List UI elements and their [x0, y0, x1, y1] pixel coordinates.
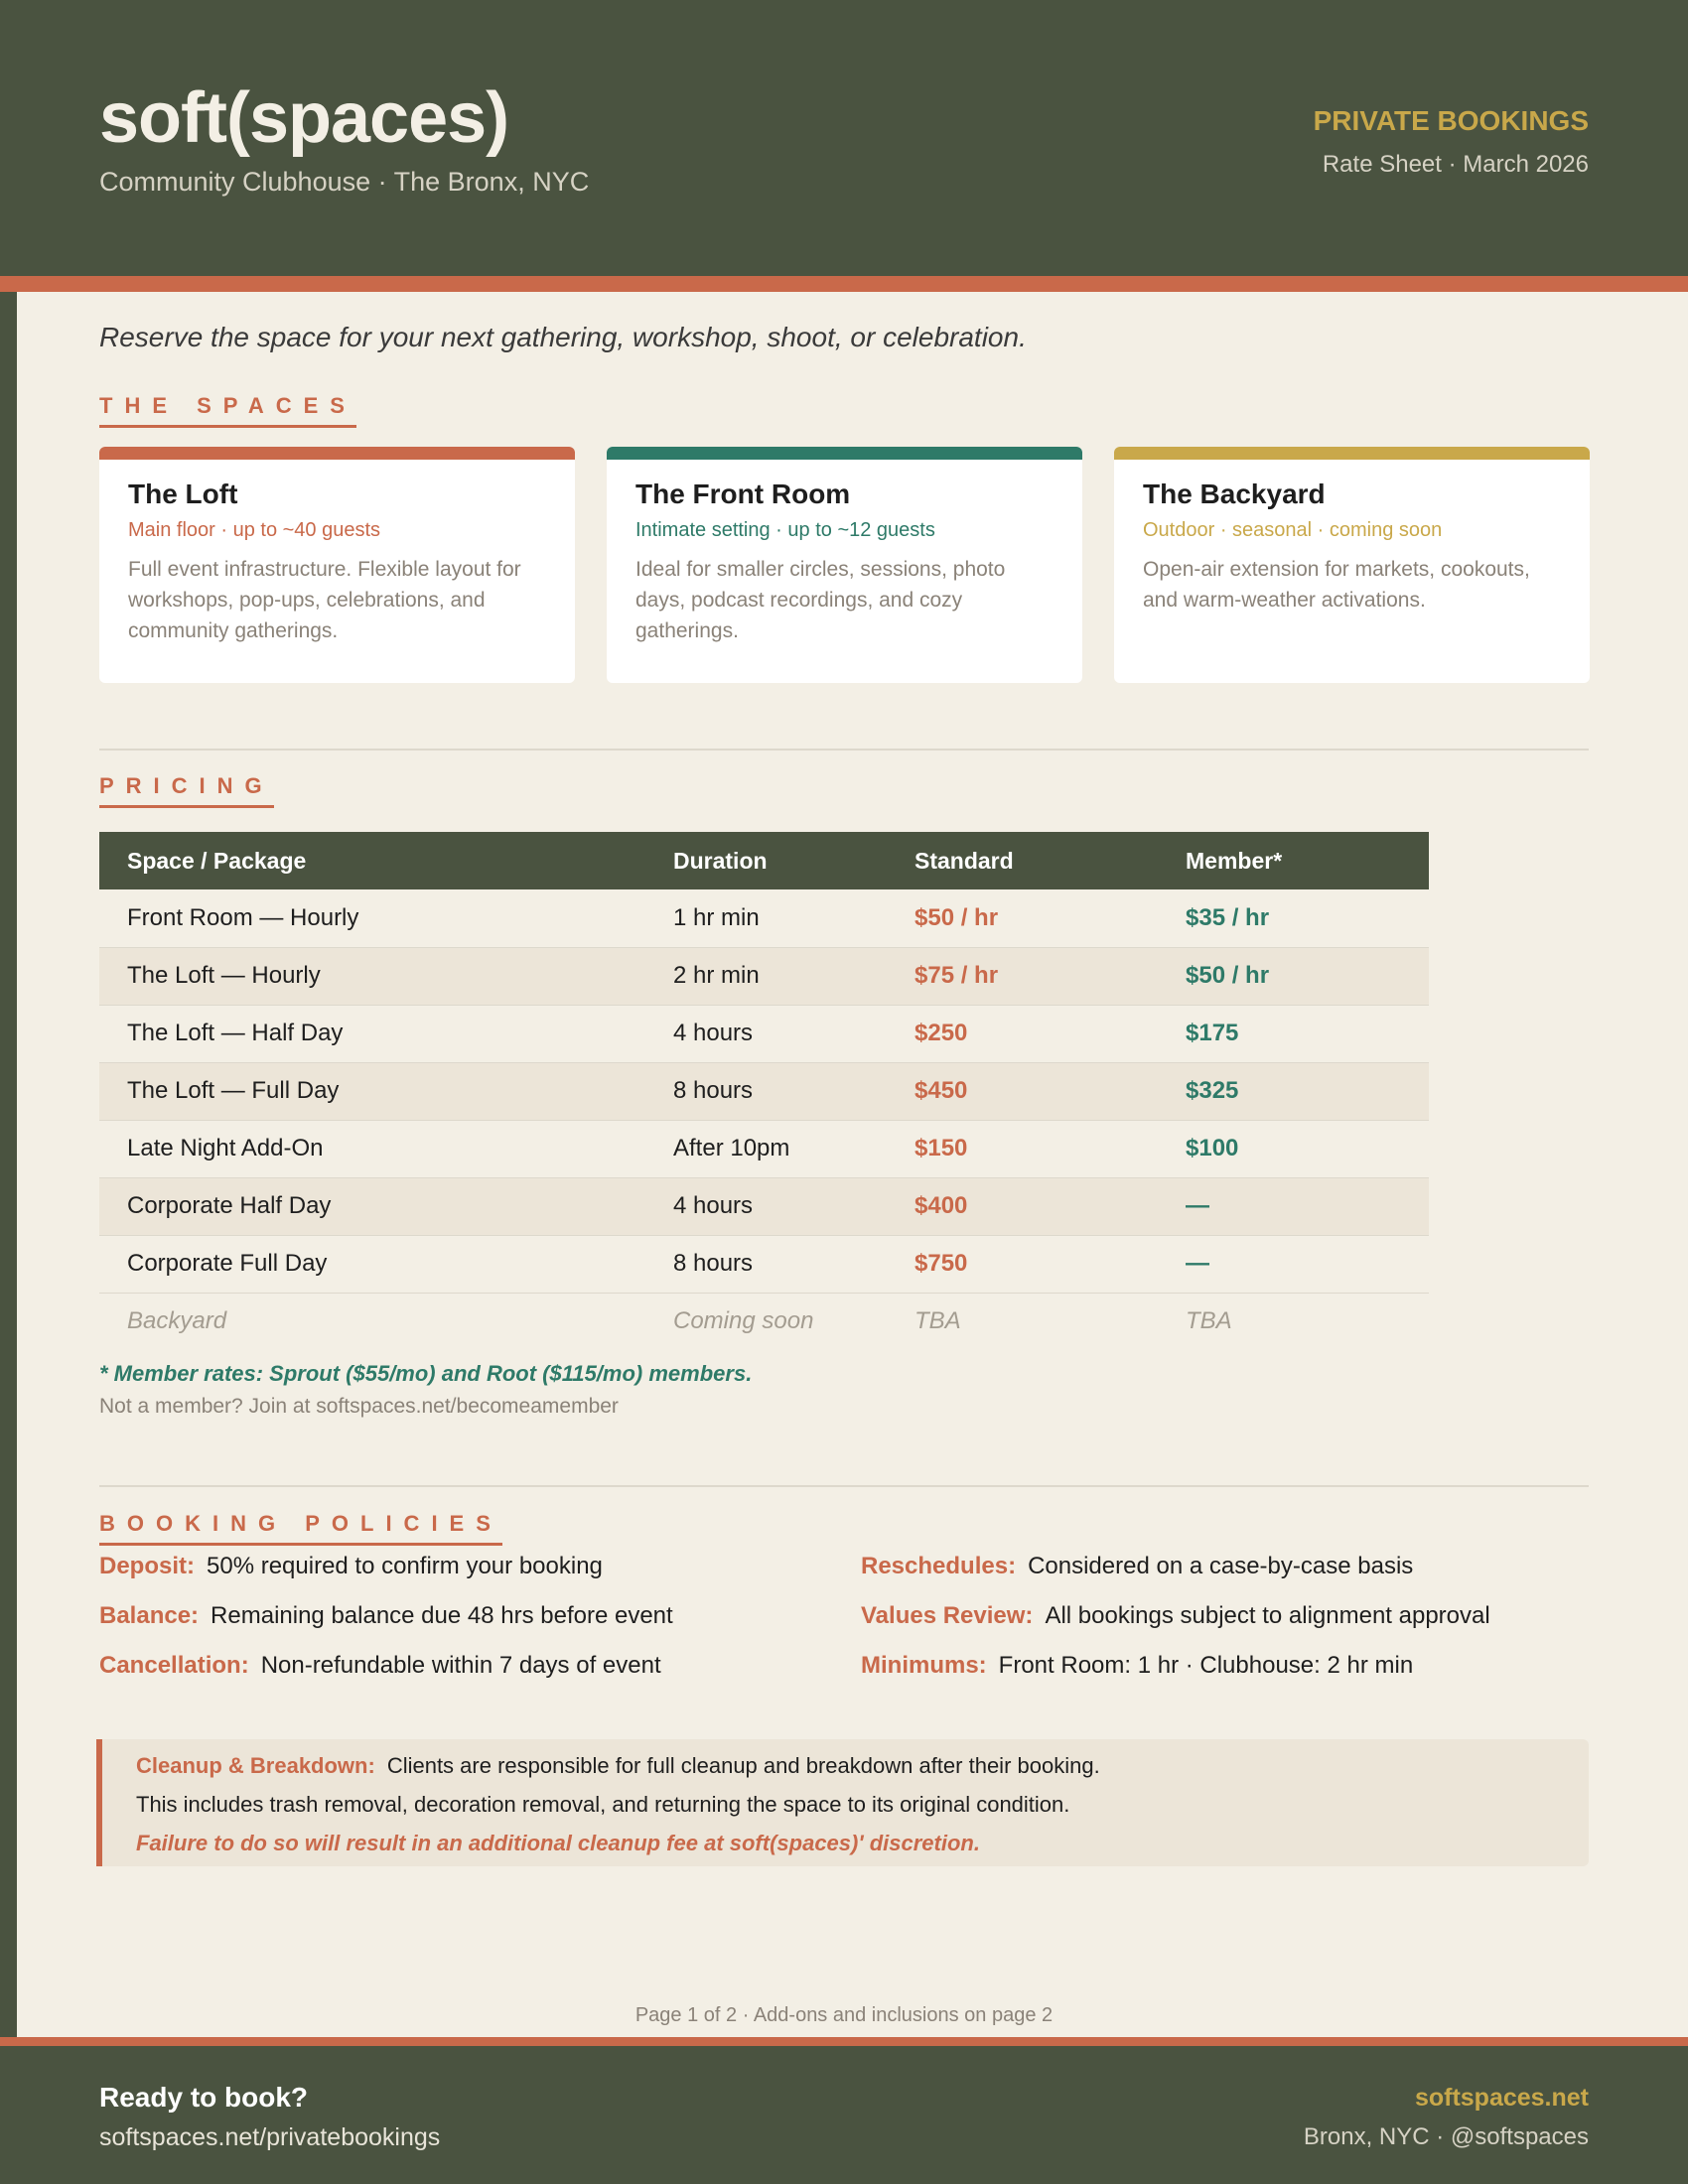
- policy-label: Minimums:: [861, 1652, 987, 1679]
- footer-cta: Ready to book?: [99, 2082, 309, 2113]
- card-description: Ideal for smaller circles, sessions, photo days, podcast recordings, and cozy gatherings.: [635, 558, 1006, 642]
- table-header-row: [99, 832, 1429, 889]
- divider: [99, 749, 1589, 751]
- member-price-cell: —: [1158, 1235, 1429, 1293]
- policy-text: Front Room: 1 hr · Clubhouse: 2 hr min: [998, 1652, 1414, 1679]
- duration-cell: Coming soon: [673, 1307, 814, 1335]
- package-cell: Late Night Add-On: [99, 1120, 645, 1177]
- member-price-cell: $325: [1158, 1062, 1429, 1120]
- cleanup-line: This includes trash removal, decoration removal, and returning the space to its original condition.: [136, 1792, 1070, 1817]
- footer-location: Bronx, NYC · @softspaces: [1303, 2123, 1589, 2150]
- header: [0, 0, 1688, 276]
- table-row: [99, 1177, 1429, 1235]
- policy-text: Considered on a case-by-case basis: [1028, 1553, 1414, 1579]
- card-accent: [1114, 447, 1590, 460]
- policy-text: 50% required to confirm your booking: [207, 1553, 603, 1579]
- cleanup-callout: [96, 1739, 1589, 1866]
- package-cell: The Loft — Hourly: [99, 947, 645, 1005]
- standard-price-cell: $75 / hr: [887, 947, 1158, 1005]
- join-note: Not a member? Join at softspaces.net/becomeamember: [99, 1395, 619, 1418]
- member-price-cell: $175: [1158, 1005, 1429, 1062]
- card-title: The Front Room: [635, 478, 851, 509]
- card-subtitle: Intimate setting · up to ~12 guests: [635, 519, 935, 541]
- duration-cell: 2 hr min: [645, 947, 887, 1005]
- pricing-table: [99, 832, 1429, 1350]
- side-accent-bar: [0, 292, 17, 2037]
- package-cell: Front Room — Hourly: [99, 889, 645, 947]
- duration-cell: 8 hours: [645, 1062, 887, 1120]
- standard-price-cell: TBA: [914, 1307, 961, 1335]
- card-description: Open-air extension for markets, cookouts, and warm-weather activations.: [1143, 558, 1530, 612]
- table-row: [99, 1120, 1429, 1177]
- table-row: [99, 1062, 1429, 1120]
- standard-price-cell: $150: [887, 1120, 1158, 1177]
- standard-price-cell: $450: [887, 1062, 1158, 1120]
- footer: [0, 2046, 1688, 2184]
- member-price-cell: $100: [1158, 1120, 1429, 1177]
- policy-text: Remaining balance due 48 hrs before event: [211, 1602, 673, 1629]
- website-link[interactable]: softspaces.net: [1414, 2084, 1589, 2112]
- policy-deposit: [99, 1553, 603, 1580]
- duration-cell: 4 hours: [645, 1177, 887, 1235]
- section-title-policies: BOOKING POLICIES: [99, 1511, 502, 1546]
- policy-reschedules: [861, 1553, 1413, 1580]
- column-header: Standard: [887, 832, 1158, 889]
- section-title-pricing: PRICING: [99, 773, 274, 808]
- document-title: PRIVATE BOOKINGS: [1313, 105, 1589, 136]
- standard-price-cell: $400: [887, 1177, 1158, 1235]
- standard-price-cell: $750: [887, 1235, 1158, 1293]
- package-cell: Corporate Half Day: [99, 1177, 645, 1235]
- policy-text: All bookings subject to alignment approval: [1045, 1602, 1490, 1629]
- member-rates-note: * Member rates: Sprout ($55/mo) and Root ($115/mo) members.: [99, 1361, 753, 1386]
- space-card-backyard: [1114, 447, 1590, 683]
- policy-balance: [99, 1602, 673, 1630]
- duration-cell: 1 hr min: [645, 889, 887, 947]
- policy-label: Reschedules:: [861, 1553, 1017, 1579]
- policy-cancellation: [99, 1652, 661, 1680]
- column-header: Space / Package: [99, 832, 645, 889]
- policy-minimums: [861, 1652, 1413, 1680]
- cleanup-warning: Failure to do so will result in an additional cleanup fee at soft(spaces)' discretion.: [136, 1831, 980, 1855]
- cleanup-text: Clients are responsible for full cleanup and breakdown after their booking.: [386, 1753, 1100, 1778]
- policy-label: Values Review:: [861, 1602, 1034, 1629]
- policy-label: Cancellation:: [99, 1652, 249, 1679]
- table-row: [99, 947, 1429, 1005]
- cleanup-label: Cleanup & Breakdown:: [136, 1753, 375, 1778]
- footer-divider: [0, 2037, 1688, 2046]
- document-subtitle: Rate Sheet · March 2026: [1322, 151, 1589, 178]
- member-price-cell: $35 / hr: [1158, 889, 1429, 947]
- tagline: Community Clubhouse · The Bronx, NYC: [99, 167, 590, 197]
- member-price-cell: TBA: [1186, 1307, 1232, 1335]
- package-cell: Corporate Full Day: [99, 1235, 645, 1293]
- card-description: Full event infrastructure. Flexible layout for workshops, pop-ups, celebrations, and community gatherings.: [128, 558, 521, 642]
- card-accent: [607, 447, 1082, 460]
- policy-label: Deposit:: [99, 1553, 195, 1579]
- divider: [99, 1485, 1589, 1487]
- duration-cell: After 10pm: [645, 1120, 887, 1177]
- column-header: Member*: [1158, 832, 1429, 889]
- table-row: [99, 889, 1429, 947]
- column-header: Duration: [645, 832, 887, 889]
- page-note: Page 1 of 2 · Add-ons and inclusions on page 2: [634, 2004, 1054, 2026]
- card-title: The Loft: [128, 478, 238, 509]
- table-row: [99, 1235, 1429, 1293]
- policy-values-review: [861, 1602, 1490, 1630]
- intro-text: Reserve the space for your next gathering, workshop, shoot, or celebration.: [99, 322, 1027, 352]
- standard-price-cell: $250: [887, 1005, 1158, 1062]
- member-price-cell: $50 / hr: [1158, 947, 1429, 1005]
- card-title: The Backyard: [1143, 478, 1326, 509]
- table-row: [99, 1293, 1429, 1350]
- booking-link[interactable]: softspaces.net/privatebookings: [99, 2123, 441, 2151]
- policy-text: Non-refundable within 7 days of event: [260, 1652, 661, 1679]
- table-row: [99, 1005, 1429, 1062]
- duration-cell: 8 hours: [645, 1235, 887, 1293]
- standard-price-cell: $50 / hr: [887, 889, 1158, 947]
- header-divider: [0, 276, 1688, 292]
- package-cell: The Loft — Half Day: [99, 1005, 645, 1062]
- section-title-spaces: THE SPACES: [99, 393, 356, 428]
- policy-label: Balance:: [99, 1602, 200, 1629]
- space-card-loft: [99, 447, 575, 683]
- space-card-front-room: [607, 447, 1082, 683]
- duration-cell: 4 hours: [645, 1005, 887, 1062]
- member-price-cell: —: [1158, 1177, 1429, 1235]
- cleanup-line: [136, 1753, 1100, 1779]
- card-subtitle: Outdoor · seasonal · coming soon: [1143, 519, 1443, 541]
- card-subtitle: Main floor · up to ~40 guests: [128, 519, 381, 541]
- package-cell: The Loft — Full Day: [99, 1062, 645, 1120]
- card-accent: [99, 447, 575, 460]
- brand-logo: soft(spaces): [99, 78, 509, 158]
- package-cell: Backyard: [127, 1307, 227, 1335]
